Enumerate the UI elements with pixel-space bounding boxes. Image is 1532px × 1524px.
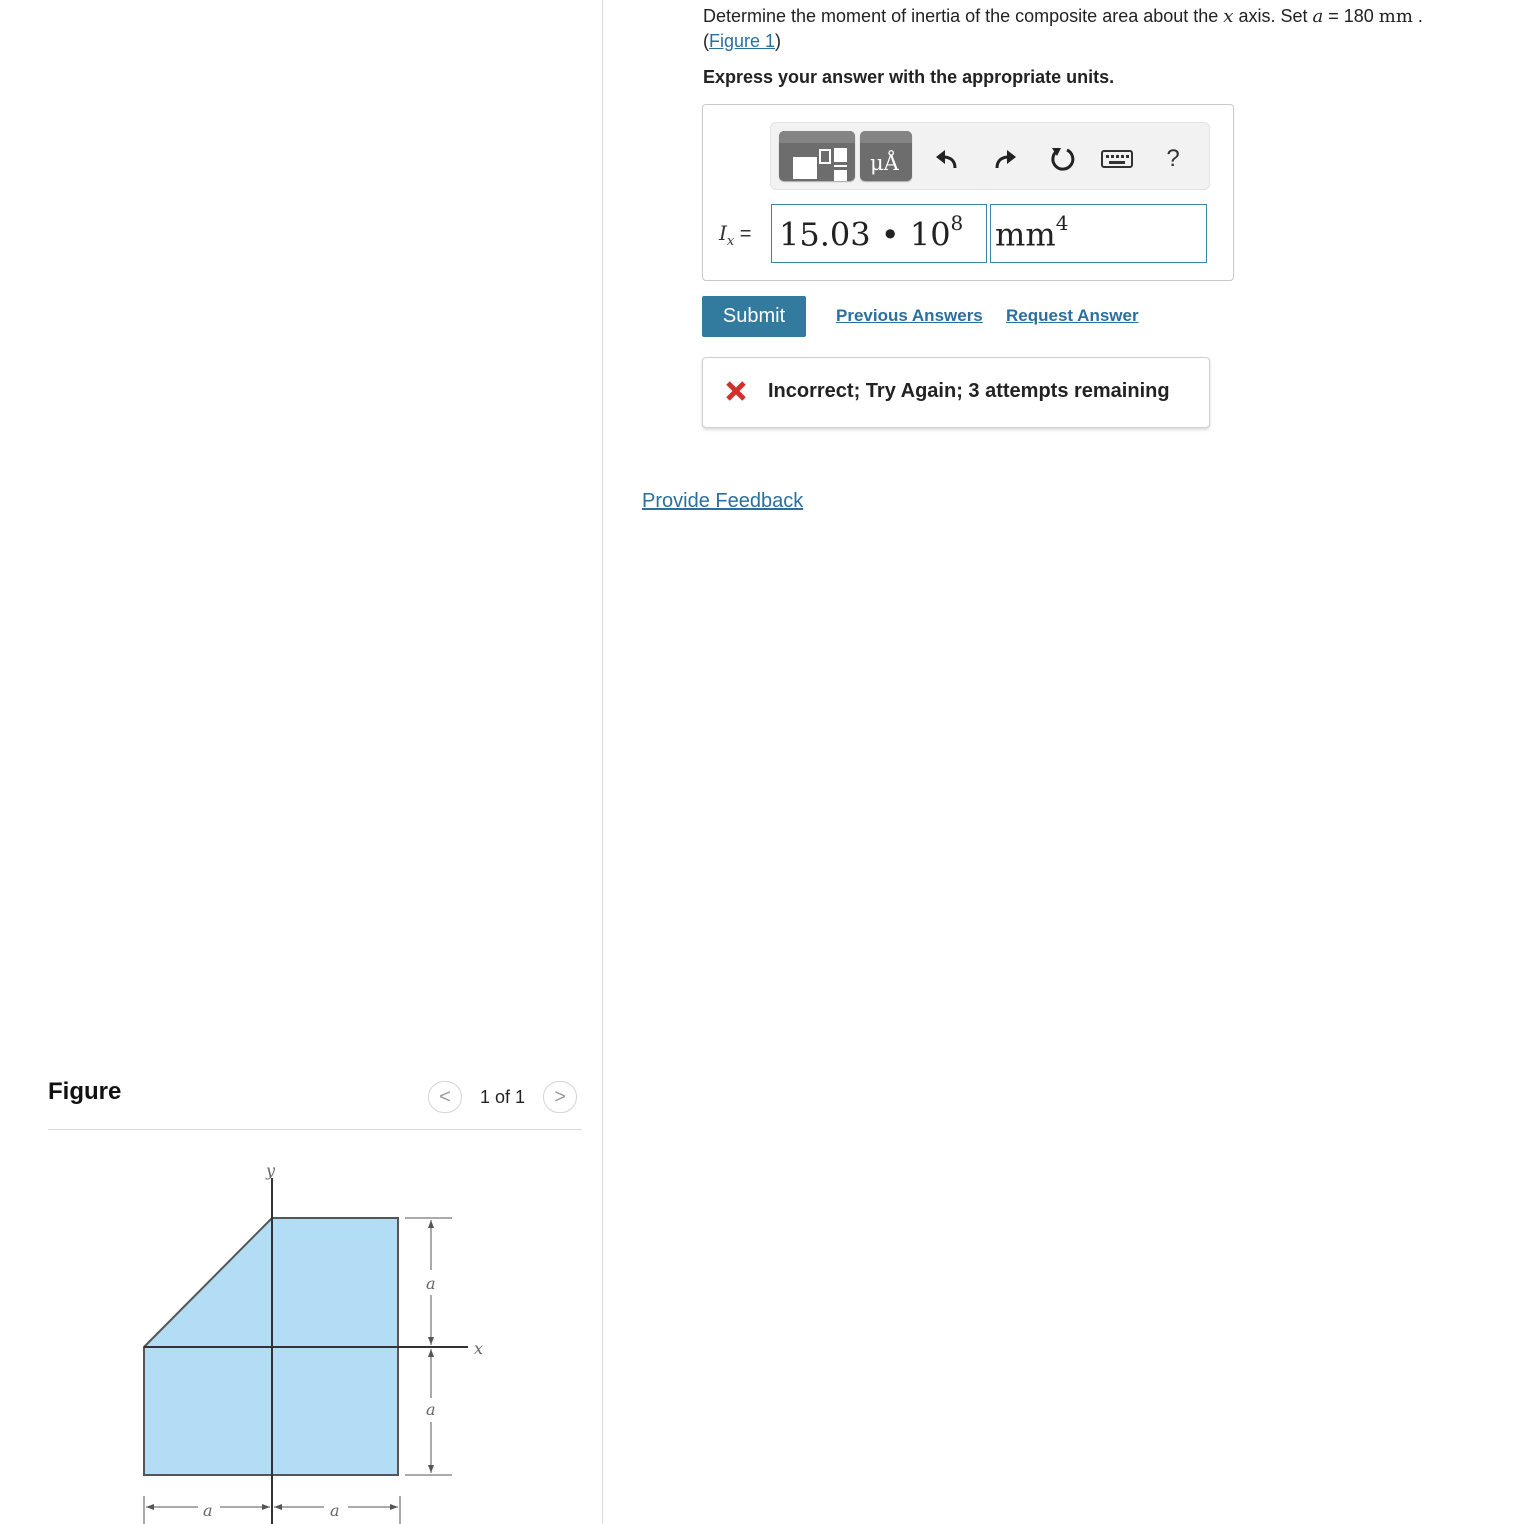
figure-pager <box>428 1081 577 1113</box>
chevron-right-icon: > <box>554 1085 566 1108</box>
dim-label-right-a: a <box>330 1501 340 1520</box>
feedback-status: Incorrect; Try Again; 3 attempts remaining <box>768 380 1170 402</box>
param-unit: mm <box>1378 6 1413 27</box>
value-exponent: 8 <box>950 211 964 235</box>
param-symbol: a <box>1312 6 1324 27</box>
close-paren: ) <box>775 31 782 51</box>
reset-icon <box>1048 145 1076 173</box>
help-button[interactable] <box>1157 143 1189 175</box>
open-paren: ( <box>703 31 709 51</box>
x-axis-label: x <box>474 1339 484 1358</box>
undo-icon <box>934 146 960 172</box>
figure-rule <box>48 1129 582 1130</box>
question-period: . <box>1412 6 1423 26</box>
keyboard-button[interactable] <box>1101 143 1133 175</box>
math-toolbar <box>770 122 1210 190</box>
question-prefix: Determine the moment of inertia of the composite area about the <box>703 6 1224 26</box>
keyboard-icon <box>1101 149 1133 169</box>
prev-figure-button[interactable] <box>428 1081 462 1113</box>
provide-feedback-link[interactable]: Provide Feedback <box>642 490 804 512</box>
param-value: = 180 <box>1323 6 1379 26</box>
figure-title: Figure <box>48 1078 122 1105</box>
unit-base: mm <box>995 215 1056 254</box>
axis-symbol: x <box>1223 6 1234 27</box>
dim-label-upper-a: a <box>426 1274 436 1293</box>
undo-button[interactable] <box>931 143 963 175</box>
help-icon: ? <box>1166 145 1180 172</box>
answer-variable-label <box>719 221 752 249</box>
composite-area-figure <box>100 1150 500 1524</box>
dim-label-left-a: a <box>203 1501 213 1520</box>
units-input[interactable] <box>990 204 1207 263</box>
answer-box <box>702 104 1234 281</box>
previous-answers-link[interactable]: Previous Answers <box>836 306 983 325</box>
panel-divider <box>602 0 603 1524</box>
var-equals: = <box>734 223 752 245</box>
reset-button[interactable] <box>1046 143 1078 175</box>
value-input[interactable] <box>771 204 987 263</box>
unit-exponent: 4 <box>1055 211 1069 235</box>
dim-label-lower-a: a <box>426 1400 436 1419</box>
units-button[interactable] <box>860 131 912 181</box>
feedback-box <box>702 357 1210 428</box>
question-text <box>703 4 1503 53</box>
incorrect-x-icon <box>725 380 747 402</box>
value-mantissa: 15.03 • 10 <box>779 215 951 254</box>
redo-button[interactable] <box>989 143 1021 175</box>
var-subscript: x <box>726 234 735 249</box>
pager-label: 1 of 1 <box>480 1086 526 1107</box>
request-answer-link[interactable]: Request Answer <box>1006 306 1139 325</box>
next-figure-button[interactable] <box>543 1081 577 1113</box>
redo-icon <box>992 146 1018 172</box>
figure-link[interactable]: Figure 1 <box>709 31 776 51</box>
templates-button[interactable] <box>779 131 855 181</box>
units-icon: μÅ <box>870 151 899 175</box>
instruction-text: Express your answer with the appropriate units. <box>703 67 1115 87</box>
chevron-left-icon: < <box>439 1085 451 1108</box>
var-symbol: I <box>719 221 727 245</box>
submit-button[interactable]: Submit <box>702 296 806 337</box>
question-mid: axis. Set <box>1233 6 1313 26</box>
y-axis-label: y <box>266 1161 276 1180</box>
